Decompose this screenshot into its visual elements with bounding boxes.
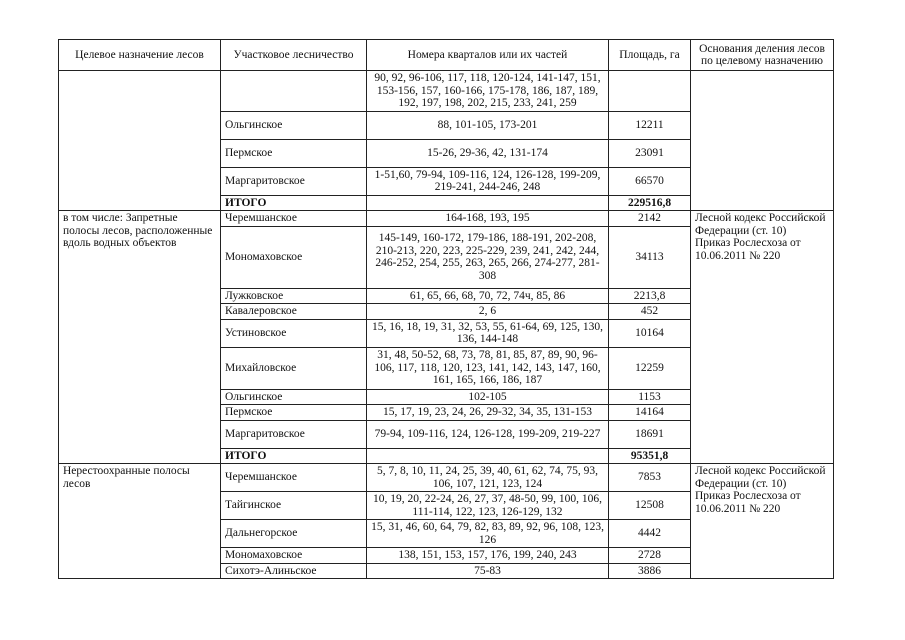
area-cell: 1153 — [609, 389, 691, 405]
purpose-cell: в том числе: Запретные полосы лесов, расположенные вдоль водных объектов — [59, 211, 221, 464]
quarters-cell: 102-105 — [367, 389, 609, 405]
district-cell: Дальнегорское — [221, 520, 367, 548]
area-cell: 12259 — [609, 347, 691, 389]
basis-order: Приказ Рослесхоза от 10.06.2011 № 220 — [695, 490, 801, 515]
district-cell: Сихотэ-Алиньское — [221, 563, 367, 579]
district-cell: Маргаритовское — [221, 167, 367, 195]
table-row — [59, 71, 834, 112]
forest-purpose-table — [58, 39, 834, 579]
district-cell: Тайгинское — [221, 492, 367, 520]
district-cell: Мономаховское — [221, 226, 367, 288]
quarters-cell: 61, 65, 66, 68, 70, 72, 74ч, 85, 86 — [367, 288, 609, 304]
basis-law: Лесной кодекс Российской Федерации (ст. 10) — [695, 212, 826, 237]
district-cell: Ольгинское — [221, 111, 367, 139]
area-cell: 2213,8 — [609, 288, 691, 304]
quarters-cell: 15-26, 29-36, 42, 131-174 — [367, 139, 609, 167]
quarters-cell: 1-51,60, 79-94, 109-116, 124, 126-128, 199-209, 219-241, 244-246, 248 — [367, 167, 609, 195]
district-cell: Черемшанское — [221, 464, 367, 492]
area-cell: 3886 — [609, 563, 691, 579]
area-cell: 12211 — [609, 111, 691, 139]
table-header-row — [59, 40, 834, 71]
quarters-cell: 5, 7, 8, 10, 11, 24, 25, 39, 40, 61, 62, 74, 75, 93, 106, 107, 121, 123, 124 — [367, 464, 609, 492]
total-label: ИТОГО — [221, 448, 367, 464]
basis-cell — [691, 211, 834, 464]
purpose-cell: Нерестоохранные полосы лесов — [59, 464, 221, 579]
table-row — [59, 211, 834, 227]
district-cell: Ольгинское — [221, 389, 367, 405]
header-quarters: Номера кварталов или их частей — [367, 40, 609, 71]
total-area: 229516,8 — [609, 195, 691, 211]
header-district: Участковое лесничество — [221, 40, 367, 71]
basis-cell — [691, 464, 834, 579]
area-cell: 2728 — [609, 548, 691, 564]
quarters-cell: 15, 31, 46, 60, 64, 79, 82, 83, 89, 92, 96, 108, 123, 126 — [367, 520, 609, 548]
district-cell — [221, 71, 367, 112]
header-area: Площадь, га — [609, 40, 691, 71]
district-cell: Кавалеровское — [221, 304, 367, 320]
area-cell: 34113 — [609, 226, 691, 288]
basis-law: Лесной кодекс Российской Федерации (ст. 10) — [695, 465, 826, 490]
quarters-cell: 75-83 — [367, 563, 609, 579]
area-cell: 452 — [609, 304, 691, 320]
header-purpose: Целевое назначение лесов — [59, 40, 221, 71]
quarters-cell: 15, 17, 19, 23, 24, 26, 29-32, 34, 35, 131-153 — [367, 405, 609, 421]
district-cell: Устиновское — [221, 319, 367, 347]
header-basis: Основания деления лесов по целевому назначению — [691, 40, 834, 71]
district-cell: Михайловское — [221, 347, 367, 389]
quarters-cell: 79-94, 109-116, 124, 126-128, 199-209, 219-227 — [367, 420, 609, 448]
area-cell: 4442 — [609, 520, 691, 548]
basis-cell — [691, 71, 834, 211]
district-cell: Маргаритовское — [221, 420, 367, 448]
area-cell: 14164 — [609, 405, 691, 421]
area-cell: 12508 — [609, 492, 691, 520]
total-label: ИТОГО — [221, 195, 367, 211]
quarters-cell: 145-149, 160-172, 179-186, 188-191, 202-208, 210-213, 220, 223, 225-229, 239, 241, 242, 244, 246-252, 254, 255, 263, 265, 266, 274-277, 281-308 — [367, 226, 609, 288]
table-row — [59, 464, 834, 492]
purpose-cell — [59, 71, 221, 211]
quarters-cell — [367, 448, 609, 464]
district-cell: Пермское — [221, 405, 367, 421]
district-cell: Черемшанское — [221, 211, 367, 227]
district-cell: Лужковское — [221, 288, 367, 304]
area-cell: 23091 — [609, 139, 691, 167]
total-area: 95351,8 — [609, 448, 691, 464]
quarters-cell: 88, 101-105, 173-201 — [367, 111, 609, 139]
basis-order: Приказ Рослесхоза от 10.06.2011 № 220 — [695, 237, 801, 262]
area-cell — [609, 71, 691, 112]
district-cell: Пермское — [221, 139, 367, 167]
area-cell: 2142 — [609, 211, 691, 227]
quarters-cell: 15, 16, 18, 19, 31, 32, 53, 55, 61-64, 69, 125, 130, 136, 144-148 — [367, 319, 609, 347]
quarters-cell: 10, 19, 20, 22-24, 26, 27, 37, 48-50, 99, 100, 106, 111-114, 122, 123, 126-129, 132 — [367, 492, 609, 520]
quarters-cell: 31, 48, 50-52, 68, 73, 78, 81, 85, 87, 89, 90, 96-106, 117, 118, 120, 123, 141, 142, 143, 147, 160, 161, 165, 166, 186, 187 — [367, 347, 609, 389]
area-cell: 7853 — [609, 464, 691, 492]
quarters-cell — [367, 195, 609, 211]
quarters-cell: 164-168, 193, 195 — [367, 211, 609, 227]
quarters-cell: 90, 92, 96-106, 117, 118, 120-124, 141-147, 151, 153-156, 157, 160-166, 175-178, 186, 187, 189, 192, 197, 198, 202, 215, 233, 241, 259 — [367, 71, 609, 112]
area-cell: 66570 — [609, 167, 691, 195]
area-cell: 10164 — [609, 319, 691, 347]
quarters-cell: 2, 6 — [367, 304, 609, 320]
quarters-cell: 138, 151, 153, 157, 176, 199, 240, 243 — [367, 548, 609, 564]
area-cell: 18691 — [609, 420, 691, 448]
district-cell: Мономаховское — [221, 548, 367, 564]
